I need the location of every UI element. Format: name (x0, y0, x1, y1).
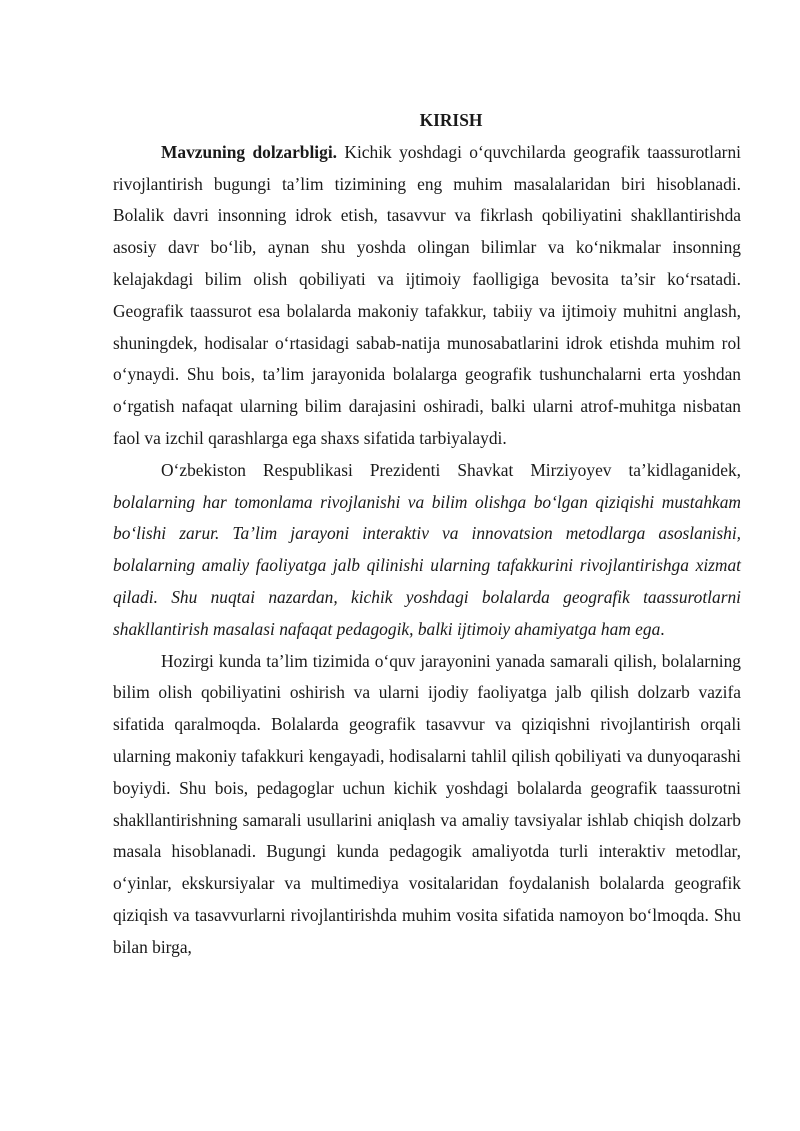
quote-text: bolalarning har tomonlama rivojlanishi va bilim olishga bo‘lgan qiziqishi mustahkam bo‘lishi zarur. Ta’lim jarayoni interaktiv va innovatsion metodlarga asoslanishi, bolalarning amaliy faoliyatga jalb qilinishi ularning tafakkurini rivojlantirishga xizmat qiladi. Shu nuqtai nazardan, kichik yoshdagi bolalarda geografik taassurotlarni shakllantirish masalasi nafaqat pedagogik, balki ijtimoiy ahamiyatga ham ega (113, 491, 741, 639)
paragraph-current-state (113, 646, 741, 964)
paragraph-text: Hozirgi kunda ta’lim tizimida o‘quv jarayonini yanada samarali qilish, bolalarning bilim olish qobiliyatini oshirish va ularni ijodiy faoliyatga jalb qilish dolzarb vazifa sifatida qaralmoqda. Bolalarda geografik tasavvur va qiziqishni rivojlantirish orqali ularning makoniy tafakkuri kengayadi, hodisalarni tahlil qilish qobiliyati va dunyoqarashi boyiydi. Shu bois, pedagoglar uchun kichik yoshdagi bolalarda geografik taassurotni shakllantirishning samarali usullarini aniqlash va amaliy tavsiyalar ishlab chiqish dolzarb masala hisoblanadi. Bugungi kunda pedagogik amaliyotda turli interaktiv metodlar, o‘yinlar, ekskursiyalar va multimediya vositalaridan foydalanish bolalarda geografik qiziqish va tasavvurlarni rivojlantirishda muhim vosita sifatida namoyon bo‘lmoqda. Shu bilan birga, (113, 650, 741, 957)
paragraph-lead: Mavzuning dolzarbligi. (161, 141, 337, 162)
paragraph-end: . (660, 618, 665, 639)
document-body (113, 105, 741, 964)
section-heading: KIRISH (419, 110, 483, 130)
paragraph-relevance (113, 137, 741, 455)
paragraph-text: Kichik yoshdagi o‘quvchilarda geografik taassurotlarni rivojlantirish bugungi ta’lim tizimining eng muhim masalalaridan biri hisoblanadi. Bolalik davri insonning idrok etish, tasavvur va fikrlash qobiliyatini shakllantirishda asosiy davr bo‘lib, aynan shu yoshda olingan bilimlar va ko‘nikmalar insonning kelajakdagi bilim olish qobiliyati va ijtimoiy faolligiga bevosita ta’sir ko‘rsatadi. Geografik taassurot esa bolalarda makoniy tafakkur, tabiiy va ijtimoiy muhitni anglash, shuningdek, hodisalar o‘rtasidagi sabab-natija munosabatlarini idrok etishda muhim rol o‘ynaydi. Shu bois, ta’lim jarayonida bolalarga geografik tushunchalarni erta yoshdan o‘rgatish nafaqat ularning bilim darajasini oshiradi, balki ularni atrof-muhitga nisbatan faol va izchil qarashlarga ega shaxs sifatida tarbiyalaydi. (113, 141, 741, 448)
paragraph-president-quote (113, 455, 741, 646)
paragraph-text: O‘zbekiston Respublikasi Prezidenti Shavkat Mirziyoyev ta’kidlaganidek, (161, 459, 741, 480)
